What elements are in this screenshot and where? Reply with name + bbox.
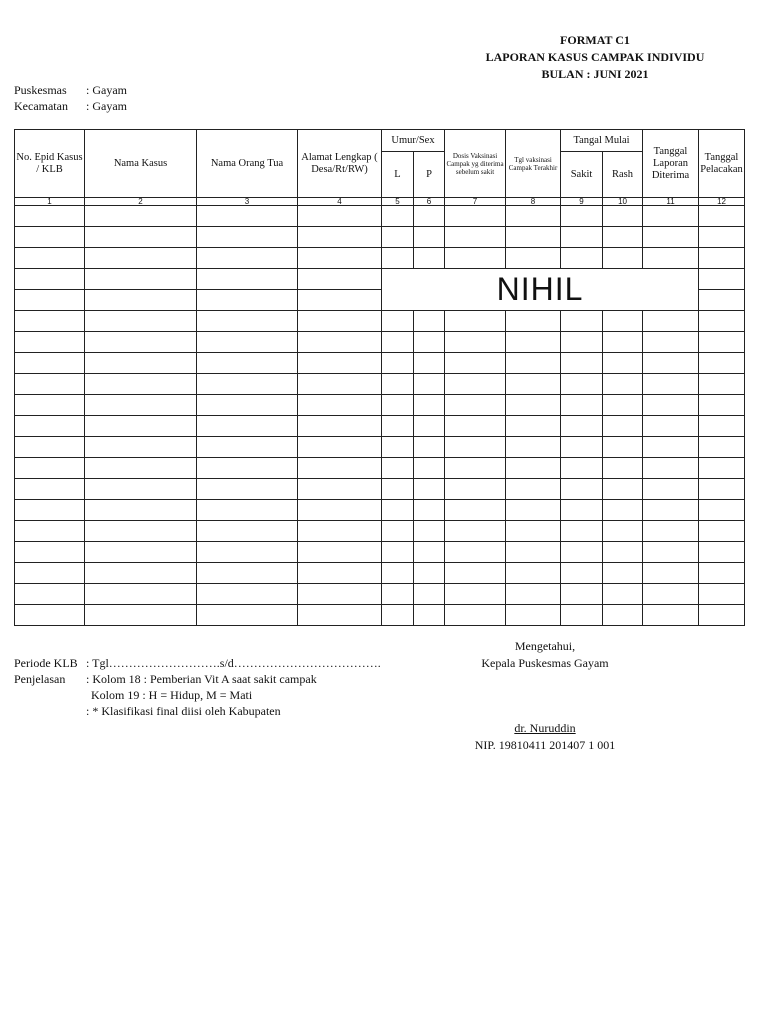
form-code: FORMAT C1: [560, 33, 630, 47]
table-row: [15, 437, 745, 458]
table-cell: [603, 416, 643, 437]
table-cell: [15, 206, 85, 227]
table-cell: [603, 584, 643, 605]
table-row: [15, 206, 745, 227]
table-cell: [643, 605, 699, 626]
col-p: P: [414, 152, 445, 198]
col-dosis-vaksinasi: Dosis Vaksinasi Campak yg diterima sebelum sakit: [445, 130, 506, 198]
table-cell: [382, 584, 414, 605]
table-cell: [603, 395, 643, 416]
table-cell: [15, 437, 85, 458]
table-cell: [643, 311, 699, 332]
table-cell: [85, 437, 197, 458]
puskesmas-line: [14, 82, 127, 98]
table-cell: [445, 584, 506, 605]
table-cell: [382, 605, 414, 626]
table-row: [15, 269, 745, 290]
column-number: 1: [15, 198, 85, 206]
table-cell: [506, 437, 561, 458]
table-cell: [699, 395, 745, 416]
table-cell: [197, 500, 298, 521]
table-cell: [15, 479, 85, 500]
table-cell: [382, 227, 414, 248]
table-cell: [699, 437, 745, 458]
periode-line: [14, 655, 381, 671]
table-cell: [603, 437, 643, 458]
table-cell: [506, 542, 561, 563]
table-cell: [15, 332, 85, 353]
table-cell: [603, 206, 643, 227]
table-cell: [699, 584, 745, 605]
table-cell: [561, 206, 603, 227]
table-cell: [414, 374, 445, 395]
table-cell: [382, 416, 414, 437]
column-number: 8: [506, 198, 561, 206]
table-cell: [699, 416, 745, 437]
table-cell: [15, 500, 85, 521]
table-cell: [15, 542, 85, 563]
table-cell: [298, 584, 382, 605]
table-cell: [643, 248, 699, 269]
table-cell: [561, 521, 603, 542]
table-cell: [15, 353, 85, 374]
table-cell: [414, 248, 445, 269]
col-no-epid: No. Epid Kasus / KLB: [15, 130, 85, 198]
penjelasan-label: Penjelasan: [14, 672, 66, 686]
puskesmas-value: : Gayam: [86, 83, 127, 97]
table-cell: [197, 269, 298, 290]
table-cell: [15, 458, 85, 479]
table-cell: [414, 395, 445, 416]
table-cell: [197, 227, 298, 248]
table-cell: [298, 395, 382, 416]
table-cell: [414, 437, 445, 458]
table-cell: [414, 227, 445, 248]
table-cell: [414, 605, 445, 626]
table-cell: [85, 206, 197, 227]
table-cell: [414, 479, 445, 500]
table-cell: [643, 458, 699, 479]
table-cell: [506, 374, 561, 395]
table-cell: [382, 206, 414, 227]
table-cell: [699, 332, 745, 353]
table-row: [15, 584, 745, 605]
col-nama-orang-tua: Nama Orang Tua: [197, 130, 298, 198]
table-cell: [506, 605, 561, 626]
table-cell: [506, 395, 561, 416]
table-cell: [197, 395, 298, 416]
col-rash: Rash: [603, 152, 643, 198]
table-cell: [298, 332, 382, 353]
table-cell: [506, 584, 561, 605]
table-cell: [699, 206, 745, 227]
col-umur-sex: Umur/Sex: [382, 130, 445, 152]
table-row: [15, 332, 745, 353]
table-cell: [603, 563, 643, 584]
table-cell: [414, 353, 445, 374]
signature-position: Kepala Puskesmas Gayam: [481, 656, 609, 670]
table-cell: [561, 479, 603, 500]
table-cell: [298, 521, 382, 542]
column-number-row: [15, 198, 745, 206]
table-cell: [197, 521, 298, 542]
table-cell: [85, 605, 197, 626]
table-cell: [506, 353, 561, 374]
table-cell: [85, 311, 197, 332]
table-cell: [15, 584, 85, 605]
table-cell: [85, 479, 197, 500]
table-cell: [643, 353, 699, 374]
table-cell: [15, 374, 85, 395]
table-cell: [414, 542, 445, 563]
table-cell: [298, 479, 382, 500]
table-row: [15, 353, 745, 374]
table-cell: [603, 500, 643, 521]
table-cell: [414, 206, 445, 227]
table-cell: [15, 521, 85, 542]
table-cell: [382, 311, 414, 332]
table-cell: [603, 248, 643, 269]
column-number: 2: [85, 198, 197, 206]
column-number: 9: [561, 198, 603, 206]
table-cell: [382, 479, 414, 500]
col-l: L: [382, 152, 414, 198]
column-number: 5: [382, 198, 414, 206]
table-cell: [699, 353, 745, 374]
table-cell: [561, 458, 603, 479]
table-cell: [561, 563, 603, 584]
table-cell: [445, 605, 506, 626]
table-cell: [561, 311, 603, 332]
table-cell: [561, 227, 603, 248]
puskesmas-label: Puskesmas: [14, 83, 67, 97]
table-cell: [382, 521, 414, 542]
table-row: [15, 248, 745, 269]
table-cell: [561, 353, 603, 374]
col-tanggal-pelacakan: Tanggal Pelacakan: [699, 130, 745, 198]
table-cell: [699, 227, 745, 248]
table-cell: [603, 521, 643, 542]
periode-label: Periode KLB: [14, 656, 78, 670]
table-row: [15, 521, 745, 542]
table-cell: [85, 290, 197, 311]
table-cell: [643, 416, 699, 437]
table-cell: [506, 500, 561, 521]
table-cell: [197, 563, 298, 584]
table-cell: [445, 416, 506, 437]
table-cell: [85, 395, 197, 416]
table-cell: [382, 563, 414, 584]
table-cell: [298, 269, 382, 290]
table-row: [15, 500, 745, 521]
note-kolom-18: : Kolom 18 : Pemberian Vit A saat sakit campak: [86, 672, 317, 686]
table-cell: [506, 479, 561, 500]
table-cell: [298, 605, 382, 626]
table-cell: [197, 605, 298, 626]
note-klasifikasi: : * Klasifikasi final diisi oleh Kabupaten: [86, 704, 281, 718]
table-cell: [506, 458, 561, 479]
table-cell: [197, 353, 298, 374]
table-cell: [561, 395, 603, 416]
report-title: LAPORAN KASUS CAMPAK INDIVIDU: [485, 50, 705, 64]
col-tanggal-laporan: Tanggal Laporan Diterima: [643, 130, 699, 198]
table-cell: [506, 332, 561, 353]
table-cell: [603, 542, 643, 563]
table-cell: [85, 332, 197, 353]
table-cell: [382, 542, 414, 563]
table-cell: [561, 437, 603, 458]
table-cell: [699, 563, 745, 584]
table-cell: [643, 563, 699, 584]
table-row: [15, 563, 745, 584]
table-cell: [699, 311, 745, 332]
table-cell: [197, 458, 298, 479]
table-cell: [298, 542, 382, 563]
table-row: [15, 479, 745, 500]
table-cell: [15, 416, 85, 437]
table-cell: [445, 332, 506, 353]
table-cell: [445, 353, 506, 374]
col-nama-kasus: Nama Kasus: [85, 130, 197, 198]
table-cell: [643, 479, 699, 500]
table-cell: [298, 563, 382, 584]
table-cell: [699, 374, 745, 395]
table-cell: [414, 332, 445, 353]
table-cell: [445, 437, 506, 458]
table-cell: [414, 311, 445, 332]
table-cell: [382, 353, 414, 374]
column-number: 3: [197, 198, 298, 206]
table-cell: [506, 563, 561, 584]
table-cell: [85, 416, 197, 437]
table-cell: [85, 269, 197, 290]
table-cell: [85, 563, 197, 584]
table-cell: [445, 563, 506, 584]
table-cell: [15, 395, 85, 416]
table-cell: [506, 311, 561, 332]
table-cell: [445, 248, 506, 269]
table-cell: [197, 332, 298, 353]
table-row: [15, 374, 745, 395]
case-table: [14, 129, 745, 626]
table-cell: [561, 605, 603, 626]
table-cell: [15, 227, 85, 248]
column-number: 6: [414, 198, 445, 206]
table-cell: [445, 500, 506, 521]
table-cell: [197, 311, 298, 332]
kecamatan-value: : Gayam: [86, 99, 127, 113]
table-cell: [298, 353, 382, 374]
table-cell: [298, 311, 382, 332]
table-cell: [561, 332, 603, 353]
table-cell: [603, 332, 643, 353]
table-cell: [15, 563, 85, 584]
table-cell: [85, 353, 197, 374]
table-cell: [197, 374, 298, 395]
table-cell: [15, 605, 85, 626]
table-cell: [414, 521, 445, 542]
table-cell: [382, 500, 414, 521]
table-cell: [298, 437, 382, 458]
table-cell: [197, 290, 298, 311]
table-row: [15, 227, 745, 248]
column-number: 12: [699, 198, 745, 206]
table-cell: [85, 521, 197, 542]
table-cell: [15, 290, 85, 311]
table-cell: [699, 479, 745, 500]
table-cell: [298, 500, 382, 521]
signature-name: dr. Nuruddin: [514, 721, 576, 735]
table-cell: [643, 227, 699, 248]
col-tangal-mulai: Tangal Mulai: [561, 130, 643, 152]
table-cell: [85, 374, 197, 395]
table-body: [15, 206, 745, 626]
table-cell: [561, 542, 603, 563]
table-cell: [445, 227, 506, 248]
table-row: [15, 311, 745, 332]
table-cell: [699, 521, 745, 542]
table-cell: [699, 269, 745, 290]
table-cell: [445, 374, 506, 395]
table-cell: [603, 311, 643, 332]
table-cell: [382, 437, 414, 458]
table-cell: [414, 458, 445, 479]
table-cell: [506, 206, 561, 227]
table-cell: [298, 416, 382, 437]
table-cell: [561, 416, 603, 437]
table-cell: [603, 458, 643, 479]
table-cell: [643, 542, 699, 563]
table-cell: [298, 227, 382, 248]
table-cell: [414, 584, 445, 605]
table-row: [15, 395, 745, 416]
table-cell: [85, 227, 197, 248]
table-cell: [603, 605, 643, 626]
table-cell: [382, 248, 414, 269]
header-row-1: [15, 130, 745, 152]
column-number: 4: [298, 198, 382, 206]
table-cell: [699, 248, 745, 269]
table-cell: [15, 311, 85, 332]
table-cell: [506, 521, 561, 542]
table-cell: [298, 290, 382, 311]
table-cell: [382, 374, 414, 395]
table-cell: [197, 542, 298, 563]
periode-value: : Tgl……………………….s/d……………………………….: [86, 656, 381, 670]
table-cell: [445, 542, 506, 563]
table-cell: [643, 584, 699, 605]
table-cell: [643, 374, 699, 395]
table-cell: [414, 500, 445, 521]
table-cell: [699, 500, 745, 521]
column-number: 11: [643, 198, 699, 206]
table-row: [15, 605, 745, 626]
column-number: 10: [603, 198, 643, 206]
table-cell: [699, 542, 745, 563]
col-sakit: Sakit: [561, 152, 603, 198]
table-cell: [197, 248, 298, 269]
table-cell: [15, 248, 85, 269]
table-cell: [561, 374, 603, 395]
table-cell: [445, 458, 506, 479]
penjelasan-line: [14, 671, 317, 687]
table-cell: [85, 248, 197, 269]
table-cell: [85, 500, 197, 521]
table-cell: [699, 290, 745, 311]
table-cell: [506, 227, 561, 248]
table-cell: [445, 311, 506, 332]
table-cell: [643, 332, 699, 353]
table-cell: [382, 458, 414, 479]
table-cell: [298, 458, 382, 479]
report-month: BULAN : JUNI 2021: [541, 67, 649, 81]
table-cell: [15, 269, 85, 290]
table-cell: [643, 521, 699, 542]
table-cell: [699, 458, 745, 479]
table-cell: [506, 248, 561, 269]
table-cell: [561, 248, 603, 269]
table-cell: [561, 500, 603, 521]
nihil-stamp: NIHIL: [382, 269, 699, 311]
kecamatan-label: Kecamatan: [14, 99, 68, 113]
table-cell: [85, 584, 197, 605]
table-cell: [298, 248, 382, 269]
table-cell: [445, 206, 506, 227]
table-cell: [506, 416, 561, 437]
table-cell: [445, 479, 506, 500]
table-cell: [561, 584, 603, 605]
col-alamat: Alamat Lengkap ( Desa/Rt/RW): [298, 130, 382, 198]
table-cell: [643, 500, 699, 521]
signature-nip: NIP. 19810411 201407 1 001: [474, 738, 616, 752]
table-cell: [643, 395, 699, 416]
table-cell: [414, 563, 445, 584]
table-cell: [298, 206, 382, 227]
signature-mengetahui: Mengetahui,: [514, 639, 576, 653]
table-cell: [197, 206, 298, 227]
table-cell: [643, 206, 699, 227]
column-number: 7: [445, 198, 506, 206]
col-tgl-vaksinasi: Tgl vaksinasi Campak Terakhir: [506, 130, 561, 198]
table-cell: [445, 395, 506, 416]
table-cell: [414, 416, 445, 437]
table-cell: [197, 479, 298, 500]
table-cell: [603, 479, 643, 500]
table-cell: [197, 584, 298, 605]
table-cell: [699, 605, 745, 626]
table-cell: [603, 227, 643, 248]
table-cell: [298, 374, 382, 395]
kecamatan-line: [14, 98, 127, 114]
table-row: [15, 458, 745, 479]
table-cell: [197, 416, 298, 437]
table-cell: [382, 332, 414, 353]
table-row: [15, 416, 745, 437]
table-cell: [603, 374, 643, 395]
table-cell: [382, 395, 414, 416]
table-cell: [603, 353, 643, 374]
table-cell: [85, 458, 197, 479]
table-row: [15, 542, 745, 563]
table-cell: [197, 437, 298, 458]
table-cell: [643, 437, 699, 458]
note-kolom-19: Kolom 19 : H = Hidup, M = Mati: [91, 688, 253, 702]
table-cell: [85, 542, 197, 563]
table-cell: [445, 521, 506, 542]
